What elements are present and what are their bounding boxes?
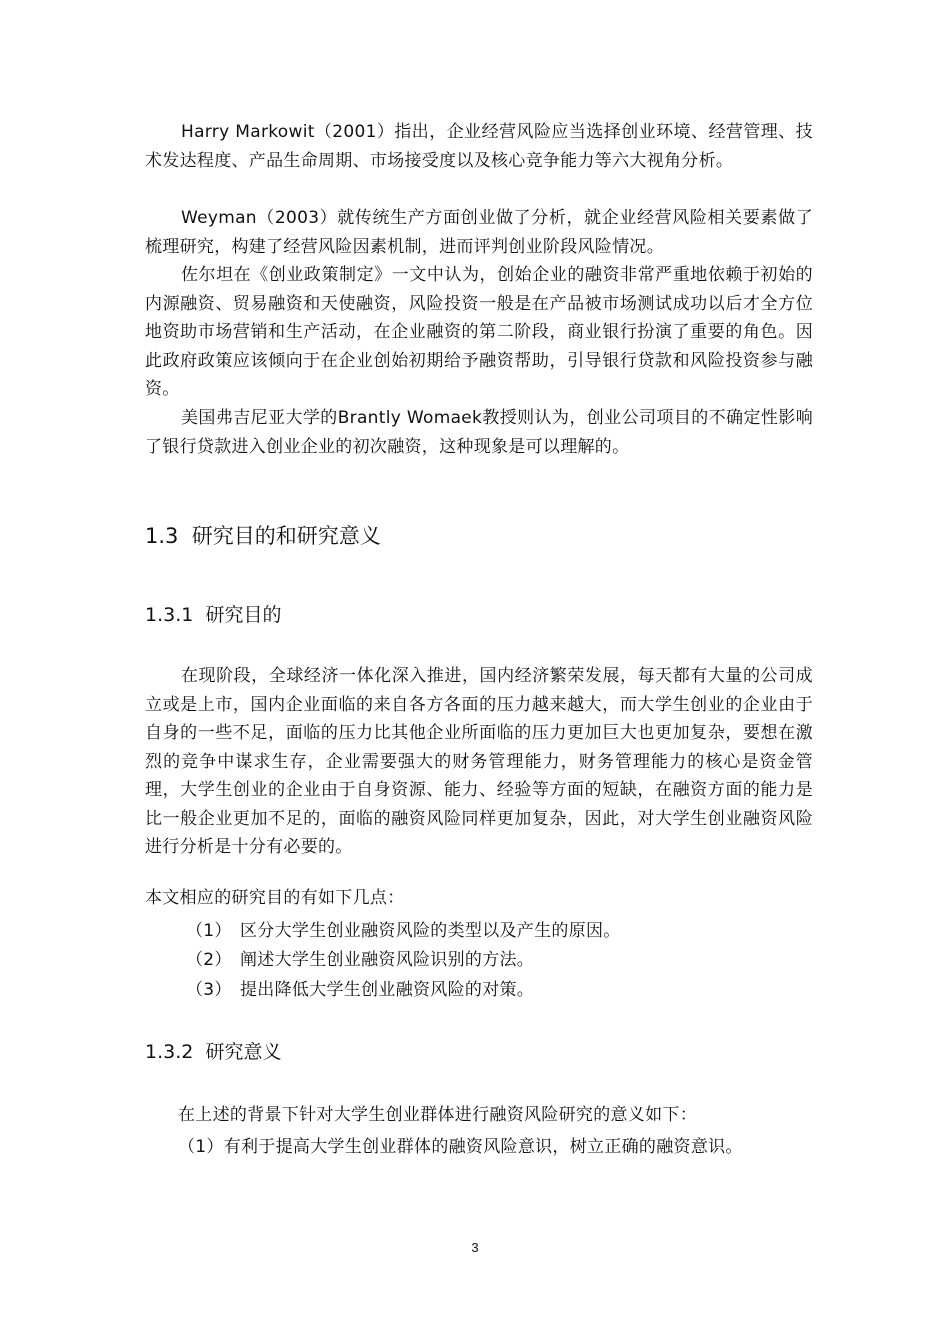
subsection-heading-purpose [145, 600, 281, 627]
subsection-heading-significance [145, 1037, 281, 1064]
paragraph-zoltan: 佐尔坦在《创业政策制定》一文中认为，创始企业的融资非常严重地依赖于初始的内源融资、贸易融资和天使融资，风险投资一般是在产品被市场测试成功以后才全方位地资助市场营销和生产活动，在企业融资的第二阶段，商业银行扮演了重要的角色。因此政府政策应该倾向于在企业创始初期给予融资帮助，引导银行贷款和风险投资参与融资。 [145, 265, 813, 399]
paragraph-markowit: Harry Markowit（2001）指出，企业经营风险应当选择创业环境、经营管理、技术发达程度、产品生命周期、市场接受度以及核心竞争能力等六大视角分析。 [145, 122, 813, 171]
paragraph-womaek: 美国弗吉尼亚大学的Brantly Womaek教授则认为，创业公司项目的不确定性影响了银行贷款进入创业企业的初次融资，这种现象是可以理解的。 [145, 408, 813, 457]
section-number: 1.3 [145, 524, 179, 548]
item-text: 区分大学生创业融资风险的类型以及产生的原因。 [240, 921, 621, 941]
purpose-lead: 本文相应的研究目的有如下几点： [145, 888, 405, 908]
subsection-number: 1.3.1 [145, 604, 194, 626]
item-text: 阐述大学生创业融资风险识别的方法。 [240, 950, 535, 970]
subsection-title: 研究目的 [205, 604, 282, 626]
purpose-item-2 [186, 945, 534, 970]
significance-point-1: （1）有利于提高大学生创业群体的融资风险意识，树立正确的融资意识。 [178, 1137, 743, 1157]
page-number: 3 [471, 1240, 479, 1255]
item-text: 提出降低大学生创业融资风险的对策。 [240, 980, 535, 1000]
item-number: （2） [186, 950, 232, 970]
section-heading [145, 520, 381, 550]
significance-intro: 在上述的背景下针对大学生创业群体进行融资风险研究的意义如下： [178, 1105, 697, 1125]
item-number: （1） [186, 921, 232, 941]
subsection-number: 1.3.2 [145, 1041, 194, 1063]
section-title: 研究目的和研究意义 [191, 524, 381, 548]
subsection-title: 研究意义 [205, 1041, 282, 1063]
purpose-item-3 [186, 975, 534, 1000]
paragraph-purpose: 在现阶段，全球经济一体化深入推进，国内经济繁荣发展，每天都有大量的公司成立或是上市，国内企业面临的来自各方各面的压力越来越大，而大学生创业的企业由于自身的一些不足，面临的压力比其他企业所面临的压力更加巨大也更加复杂，要想在激烈的竞争中谋求生存，企业需要强大的财务管理能力，财务管理能力的核心是资金管理，大学生创业的企业由于自身资源、能力、经验等方面的短缺，在融资方面的能力是比一般企业更加不足的，面临的融资风险同样更加复杂，因此，对大学生创业融资风险进行分析是十分有必要的。 [145, 666, 813, 857]
item-number: （3） [186, 980, 232, 1000]
paragraph-weyman: Weyman（2003）就传统生产方面创业做了分析，就企业经营风险相关要素做了梳理研究，构建了经营风险因素机制，进而评判创业阶段风险情况。 [145, 208, 813, 257]
purpose-item-1 [186, 916, 621, 941]
